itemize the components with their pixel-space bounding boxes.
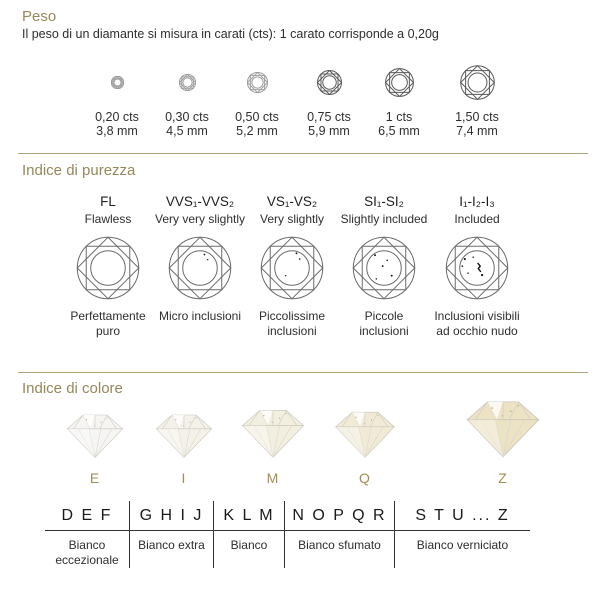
scale-column bbox=[45, 501, 130, 568]
scale-label: Bianco extra bbox=[138, 538, 205, 552]
diameter-label: 5,9 mm bbox=[308, 124, 350, 138]
scale-label: Bianco sfumato bbox=[298, 538, 381, 552]
scale-label: Bianco eccezionale bbox=[55, 538, 119, 567]
carat-label: 0,50 cts bbox=[235, 110, 279, 124]
diamond-size-item bbox=[435, 60, 519, 138]
carat-label: 0,20 cts bbox=[95, 110, 139, 124]
peso-section-title: Peso bbox=[22, 8, 57, 25]
clarity-item bbox=[334, 193, 434, 339]
scale-label: Bianco bbox=[230, 538, 268, 552]
carat-label: 1,50 cts bbox=[455, 110, 499, 124]
clarity-description-en: Flawless bbox=[84, 212, 132, 226]
diamond-top-view-icon bbox=[427, 234, 527, 302]
clarity-grade: FL bbox=[100, 194, 116, 209]
diamond-top-view-icon bbox=[242, 234, 342, 302]
carat-label: 0,75 cts bbox=[307, 110, 351, 124]
scale-column bbox=[285, 501, 395, 568]
section-divider bbox=[18, 153, 588, 154]
color-letter: E bbox=[89, 470, 101, 486]
peso-subtitle: Il peso di un diamante si misura in carati (cts): 1 carato corrisponde a 0,20g bbox=[22, 27, 439, 41]
clarity-grade: VVS₁-VVS₂ bbox=[165, 194, 235, 209]
color-letter: I bbox=[181, 470, 187, 486]
diamond-side-view-icon bbox=[310, 398, 420, 460]
color-section-title: Indice di colore bbox=[22, 380, 123, 397]
diameter-label: 6,5 mm bbox=[378, 124, 420, 138]
clarity-item bbox=[427, 193, 527, 339]
color-letter: M bbox=[266, 470, 280, 486]
color-letter: Z bbox=[498, 470, 508, 486]
scale-letters: G H I J bbox=[130, 501, 213, 531]
section-divider bbox=[18, 372, 588, 373]
clarity-description-it: Piccole inclusioni bbox=[359, 309, 409, 338]
clarity-item bbox=[150, 193, 250, 324]
scale-label: Bianco verniciato bbox=[416, 538, 509, 552]
scale-column bbox=[130, 501, 214, 568]
clarity-description-it: Micro inclusioni bbox=[158, 309, 242, 323]
scale-letters: K L M bbox=[214, 501, 284, 531]
clarity-description-it: Piccolissime inclusioni bbox=[258, 309, 325, 338]
color-scale-table bbox=[45, 501, 530, 568]
clarity-description-en: Very very slightly bbox=[154, 212, 246, 226]
scale-column bbox=[214, 501, 285, 568]
diamond-top-view-icon bbox=[435, 60, 519, 104]
diameter-label: 7,4 mm bbox=[456, 124, 498, 138]
clarity-description-en: Very slightly bbox=[259, 212, 325, 226]
scale-letters: D E F bbox=[45, 501, 129, 531]
color-grade-item bbox=[448, 398, 558, 486]
carat-label: 0,30 cts bbox=[165, 110, 209, 124]
diameter-label: 3,8 mm bbox=[96, 124, 138, 138]
clarity-description-en: Slightly included bbox=[340, 212, 428, 226]
clarity-description-it: Perfettamente puro bbox=[70, 309, 146, 338]
clarity-grade: I₁-I₂-I₃ bbox=[459, 194, 495, 209]
clarity-grade: SI₁-SI₂ bbox=[364, 194, 404, 209]
diamond-top-view-icon bbox=[357, 60, 441, 104]
clarity-description-en: Included bbox=[454, 212, 500, 226]
clarity-description-it: Inclusioni visibili ad occhio nudo bbox=[434, 309, 520, 338]
color-grade-item bbox=[310, 398, 420, 486]
color-letter: Q bbox=[359, 470, 371, 486]
diameter-label: 5,2 mm bbox=[236, 124, 278, 138]
purity-section-title: Indice di purezza bbox=[22, 162, 136, 179]
carat-label: 1 cts bbox=[385, 110, 413, 124]
diameter-label: 4,5 mm bbox=[166, 124, 208, 138]
clarity-item bbox=[58, 193, 158, 339]
clarity-grade: VS₁-VS₂ bbox=[266, 194, 318, 209]
scale-letters: N O P Q R bbox=[285, 501, 394, 531]
clarity-item bbox=[242, 193, 342, 339]
diamond-top-view-icon bbox=[150, 234, 250, 302]
diamond-top-view-icon bbox=[58, 234, 158, 302]
diamond-side-view-icon bbox=[448, 398, 558, 460]
diamond-size-item bbox=[357, 60, 441, 138]
scale-letters: S T U ... Z bbox=[395, 501, 530, 531]
scale-column bbox=[395, 501, 530, 568]
diamond-top-view-icon bbox=[334, 234, 434, 302]
